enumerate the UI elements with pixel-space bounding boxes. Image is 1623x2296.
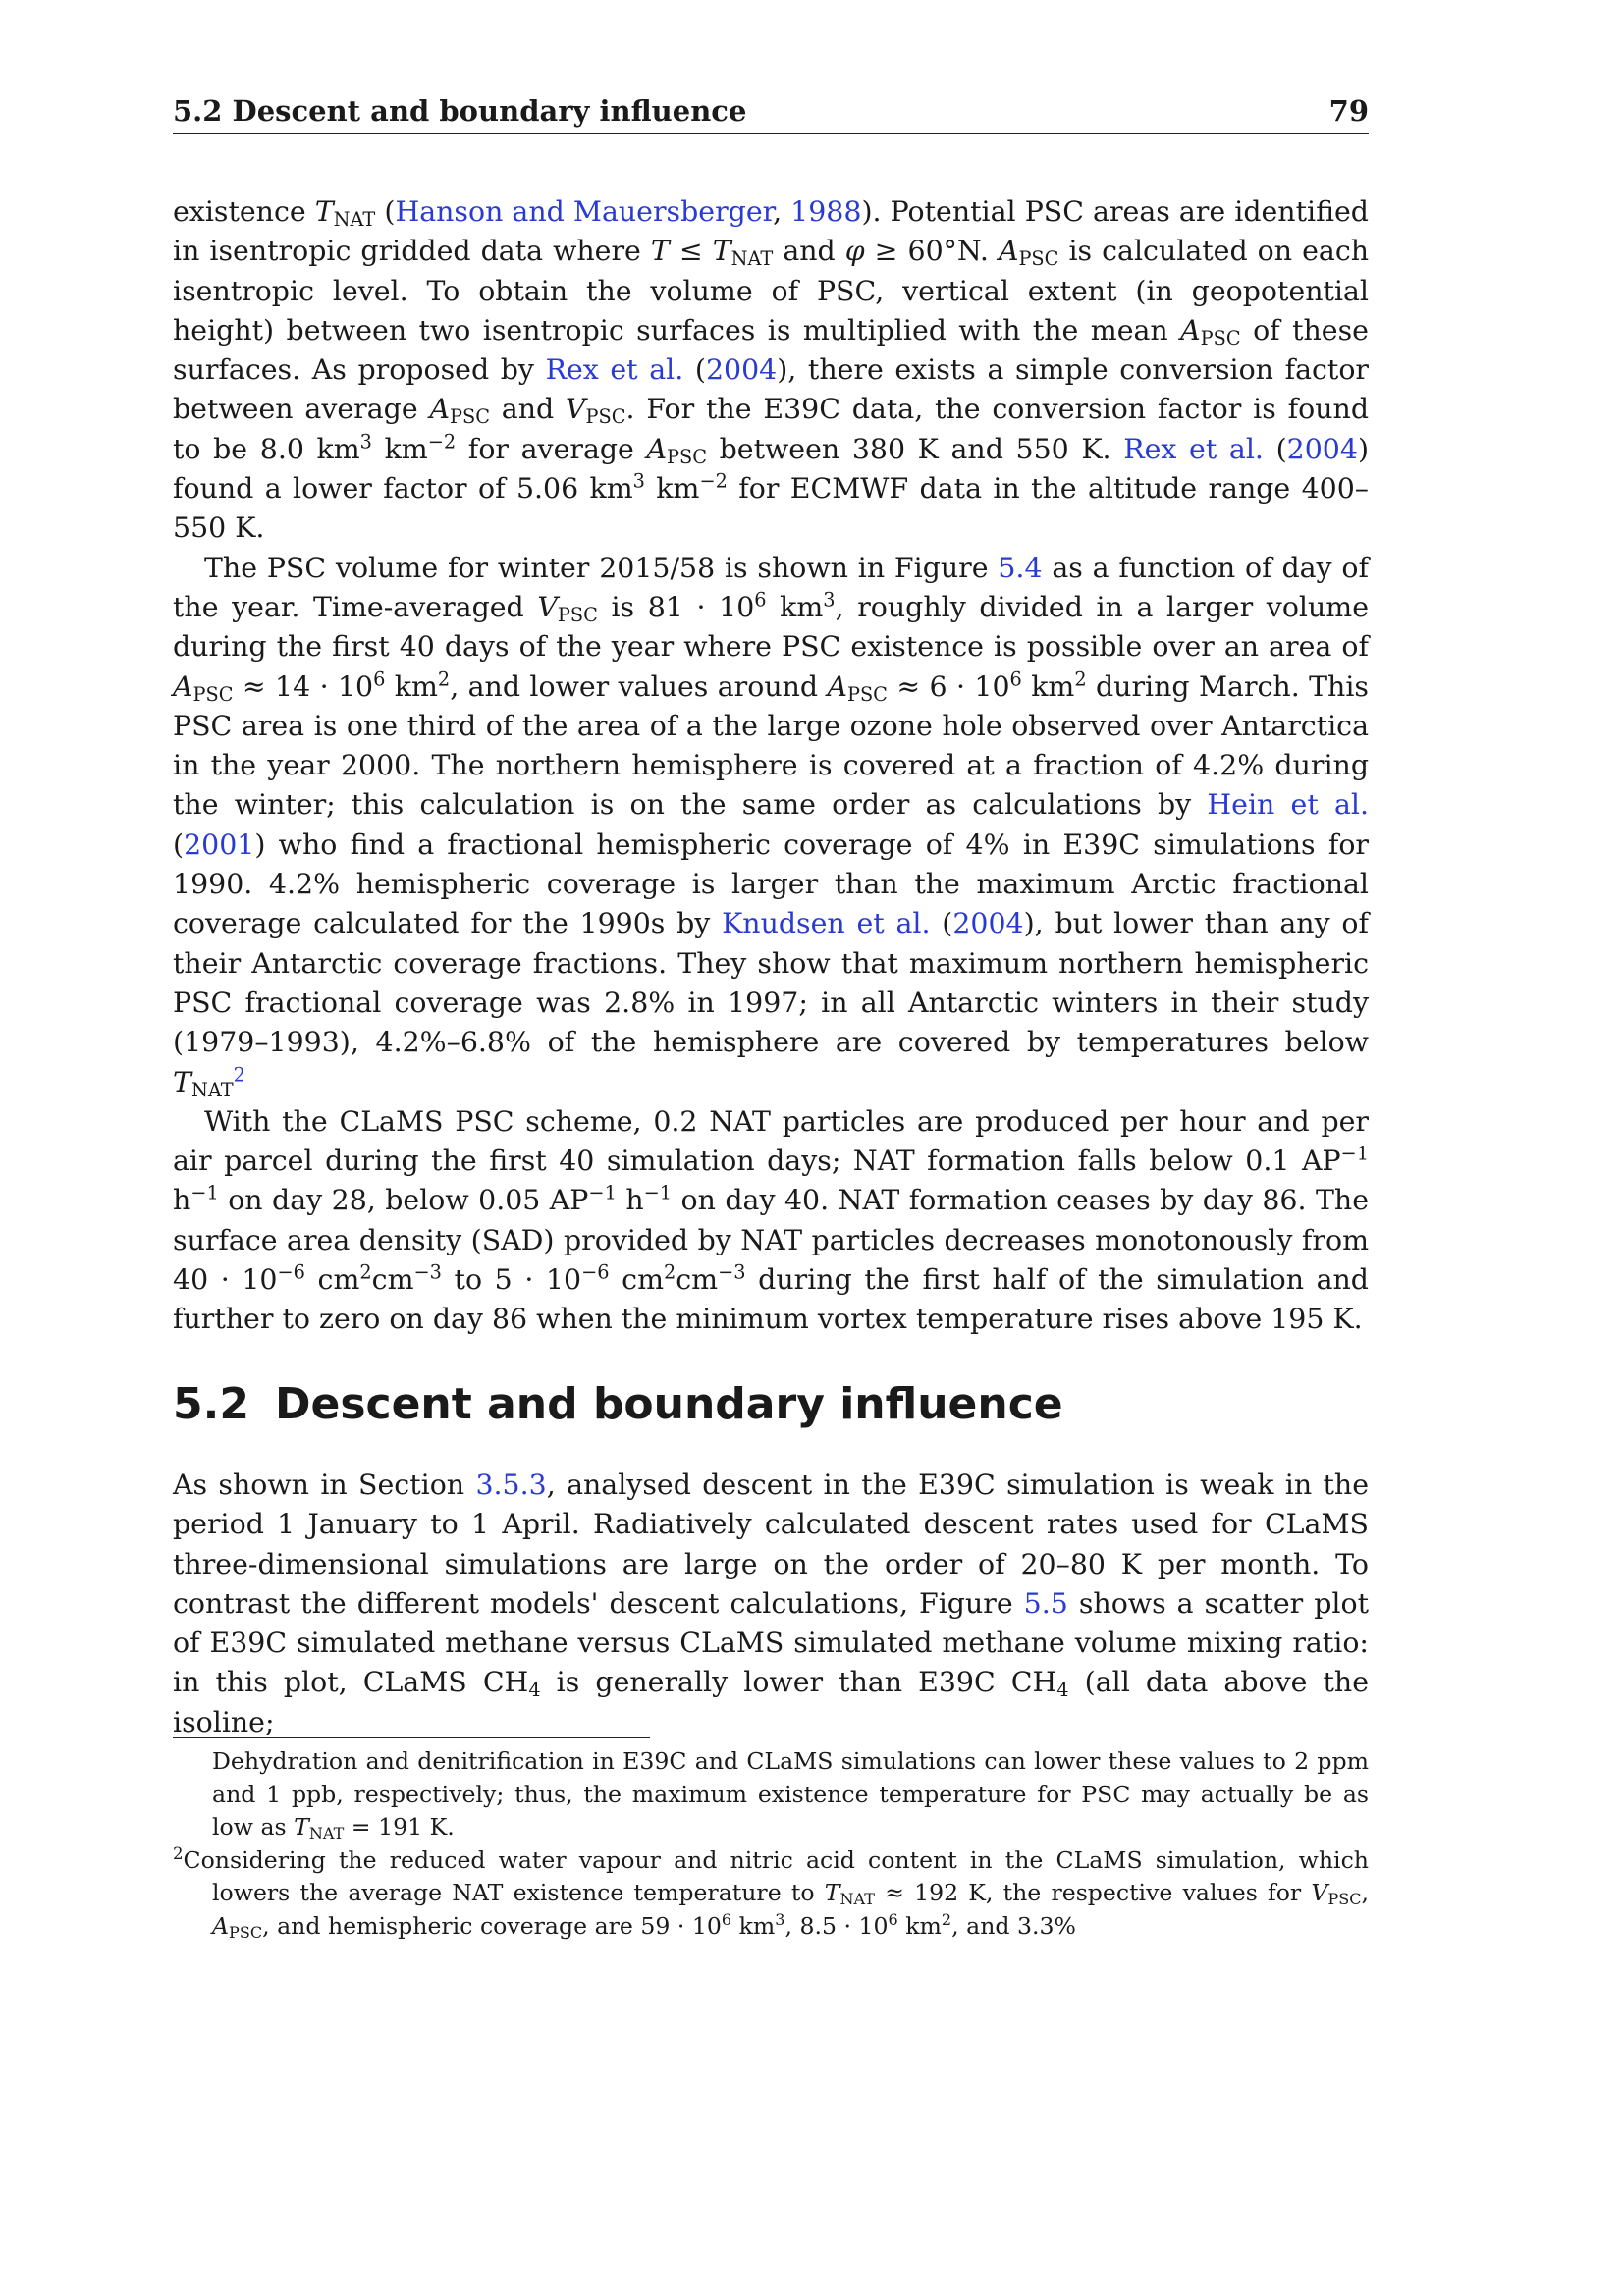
footnote-rule [173, 1737, 650, 1738]
math-sub: NAT [190, 1078, 234, 1101]
math-A: A [212, 1911, 230, 1940]
text: on day 28, below 0.05 AP [218, 1184, 589, 1217]
paragraph-2: The PSC volume for winter 2015/58 is shown in Figure 5.4 as a function of day of the year. Time-averaged $V_{PSC}$ is $81 \cdot 10^6$ $km^3$, roughly divided in a larger volume during the first 40 days of the year where PSC existence is possible over an area of $A_{PSC} \approx 14 \cdot 10^6$ $km^2$, and lower values around $A_{PSC} \approx 6 \cdot 10^6$ $km^2$ during March. This PSC area is one third of the area of a the large ozone hole observed over Antarctica in the year 2000. The northern hemisphere is covered at a fraction of 4.2% during the winter; this calculation is on the same order as calculations by Hein et al. (2001) who find a fractional hemispheric coverage of 4% in E39C simulations for 1990. 4.2% hemispheric coverage is larger than the maximum Arctic fractional coverage calculated for the 1990s by Knudsen et al. (2004), but lower than any of their Antarctic coverage fractions. They show that maximum northern hemispheric PSC fractional coverage was 2.8% in 1997; in all Antarctic winters in their study (1979–1993), 4.2%–6.8% of the hemisphere are covered by temperatures below $T_{NAT}^2$ [173, 551, 1370, 1101]
math-sup: −1 [190, 1181, 219, 1204]
math-sub: 4 [528, 1679, 541, 1702]
math-T: T [650, 235, 670, 268]
math-sup: −2 [699, 469, 728, 493]
math-T: T [824, 1879, 840, 1906]
text: km [766, 590, 824, 623]
text: , and lower values around [450, 669, 828, 703]
citation-hanson-1988[interactable]: Hanson and Mauersberger [395, 195, 774, 228]
text: as a function of day of the year. Time-averaged [173, 551, 1369, 623]
math-sub: PSC [229, 1922, 263, 1942]
figure-ref-5-4[interactable]: 5.4 [998, 551, 1043, 584]
text: on day 40. NAT formation ceases by day 86. The surface area density (SAD) provided by NAT particles decreases monotonously from 40 · 10 [173, 1184, 1370, 1297]
text: km [897, 1911, 942, 1940]
text: , roughly divided in a larger volume during the first 40 days of the year where PSC existence is possible over an area of [173, 590, 1370, 664]
text: ≥ 60°N. [864, 235, 999, 268]
math-sup: 2 [664, 1260, 676, 1284]
text: ≈ 6 · 10 [887, 669, 1010, 703]
math-sup: 3 [775, 1909, 785, 1929]
math-sub: NAT [308, 1824, 345, 1842]
math-sub: PSC [192, 682, 234, 706]
paragraph-3 [173, 1102, 1369, 1340]
math-A: A [827, 669, 847, 703]
section-title: Descent and boundary influence [274, 1379, 1063, 1429]
text: ). Potential PSC areas are identified in isentropic gridded data where [173, 195, 1369, 268]
text: h [173, 1184, 191, 1217]
body-text-bottom [173, 1466, 1369, 1742]
text: shows a scatter plot of E39C simulated methane versus CLaMS simulated methane volume mixing ratio: in this plot, CLaMS CH [173, 1586, 1369, 1699]
math-sub: 4 [1056, 1679, 1069, 1702]
math-sup: 2 [437, 667, 451, 690]
text: Dehydration and denitrification in E39C and CLaMS simulations can lower these values to 2 ppm and 1 ppb, respectively; thus, the maximum existence temperature for PSC may actually be as low as [212, 1747, 1369, 1841]
math-T: T [314, 195, 334, 228]
math-T: T [712, 235, 731, 268]
citation-knudsen-2004[interactable]: Knudsen et al. [722, 907, 931, 940]
running-header-title: 5.2 Descent and boundary influence [173, 94, 747, 128]
text: km [1021, 669, 1075, 703]
text: of these surfaces. As proposed by [173, 313, 1369, 387]
text: km [644, 472, 700, 506]
text: , [1361, 1879, 1369, 1906]
math-A: A [429, 393, 450, 426]
footnote-2-mark[interactable]: 2 [233, 1062, 245, 1086]
math-phi: φ [844, 235, 865, 268]
footnote-2 [173, 1843, 1369, 1944]
math-sup: 6 [373, 667, 386, 690]
math-V: V [1311, 1879, 1328, 1906]
text: ≈ 192 K, the respective values for [874, 1879, 1312, 1906]
math-sup: 3 [823, 588, 836, 612]
text: (all data above the isoline; [173, 1666, 1369, 1738]
math-sup: 6 [1009, 667, 1022, 690]
section-ref-3-5-3[interactable]: 3.5.3 [475, 1468, 547, 1501]
section-number: 5.2 [173, 1379, 249, 1429]
math-sup: 2 [359, 1260, 372, 1284]
text: and [773, 235, 845, 268]
math-op: ≤ [669, 235, 713, 268]
math-T: T [294, 1813, 309, 1841]
footnote-1 [212, 1745, 1369, 1844]
text: during March. This PSC area is one third of the area of a the large ozone hole observed over Antarctica in the year 2000. The northern hemisphere is covered at a fraction of 4.2% during the winter; this calculation is on the same order as calculations by [173, 669, 1369, 822]
text: km [385, 669, 438, 703]
math-sup: −3 [413, 1260, 442, 1284]
math-sup: 2 [1074, 667, 1087, 690]
citation-hein-2001[interactable]: Hein et al. [1207, 788, 1369, 822]
paragraph-4 [173, 1466, 1369, 1742]
math-T: T [173, 1065, 191, 1098]
text: ), there exists a simple conversion factor between average [173, 353, 1369, 426]
math-sub: PSC [1018, 247, 1059, 271]
footnote-2-number: 2 [173, 1843, 184, 1863]
figure-ref-5-5[interactable]: 5.5 [1023, 1586, 1068, 1620]
text: cm [304, 1263, 360, 1297]
math-sub: PSC [1327, 1890, 1362, 1908]
text: . For the E39C data, the conversion factor is found to be 8.0 km [173, 393, 1369, 465]
math-sub: NAT [839, 1890, 875, 1908]
text: cm [371, 1263, 414, 1297]
math-sub: NAT [730, 247, 774, 271]
math-sub: PSC [450, 405, 490, 429]
math-sup: −6 [581, 1260, 610, 1284]
math-sub: PSC [557, 603, 598, 626]
text: ) who find a fractional hemispheric coverage of 4% in E39C simulations for 1990. 4.2% hemispheric coverage is larger than the maximum Arctic fractional coverage calculated for the 1990s by [173, 828, 1369, 940]
footnotes [173, 1745, 1369, 1943]
math-sup: 2 [941, 1909, 952, 1929]
section-heading [173, 1379, 1369, 1429]
math-sup: 6 [888, 1909, 898, 1929]
page-number: 79 [1328, 94, 1369, 128]
math-A: A [1180, 313, 1201, 347]
text: between 380 K and 550 K. [706, 432, 1124, 465]
math-V: V [566, 393, 586, 426]
math-sub: NAT [333, 207, 376, 231]
citation-rex-2004[interactable]: Rex et al. [545, 353, 684, 387]
text: cm [676, 1263, 719, 1297]
running-header [173, 94, 1369, 134]
math-sub: PSC [585, 405, 626, 429]
math-sup: 3 [359, 430, 372, 454]
text: , analysed descent in the E39C simulation is weak in the period 1 January to 1 April. Radiatively calculated descent rates used for CLaMS three-dimensional simulations are large on the order of 20–80 K per month. To contrast the different models' descent calculations, Figure [173, 1468, 1370, 1620]
citation-hanson-1988-year[interactable]: 1988 [790, 195, 862, 228]
math-sub: PSC [1200, 326, 1241, 349]
math-sub: PSC [846, 682, 888, 706]
text: ≈ 14 · 10 [233, 669, 374, 703]
text: ) found a lower factor of 5.06 km [173, 432, 1370, 506]
math-sup: −3 [718, 1260, 746, 1284]
math-sup: −1 [643, 1181, 673, 1204]
body-text-top [173, 192, 1369, 1340]
math-A: A [173, 669, 193, 703]
citation-rex-2004-b-year[interactable]: 2004 [1286, 432, 1358, 465]
math-sup: −1 [588, 1181, 617, 1204]
text: , 8.5 · 10 [784, 1911, 889, 1940]
text: and [489, 393, 567, 426]
text: With the CLaMS PSC scheme, 0.2 NAT particles are produced per hour and per air parcel during the first 40 simulation days; NAT formation falls below 0.1 AP [173, 1104, 1369, 1178]
citation-rex-2004-b[interactable]: Rex et al. [1123, 432, 1264, 465]
math-sup: 6 [754, 588, 767, 612]
text: = 191 K. [344, 1813, 455, 1841]
text: km [731, 1911, 776, 1940]
citation-knudsen-2004-year[interactable]: 2004 [952, 907, 1024, 940]
paragraph-1: existence $T_{NAT}$ (Hanson and Mauersberger, 1988). Potential PSC areas are identified in isentropic gridded data where $T \le T_{NAT}$ and φ ≥ 60°N. $A_{PSC}$ is calculated on each isentropic level. To obtain the volume of PSC, vertical extent (in geopotential height) between two isentropic surfaces is multiplied with the mean $A_{PSC}$ of these surfaces. As proposed by Rex et al. (2004), there exists a simple conversion factor between average $A_{PSC}$ and $V_{PSC}$. For the E39C data, the conversion factor is found to be 8.0 $km^3$ $km^{-2}$ for average $A_{PSC}$ between 380 K and 550 K. Rex et al. (2004) found a lower factor of 5.06 $km^3$ $km^{-2}$ for ECMWF data in the altitude range 400–550 K. [173, 195, 1370, 545]
math-sup: −6 [277, 1260, 305, 1284]
math-A: A [646, 432, 668, 465]
text: cm [609, 1263, 664, 1297]
text: , and hemispheric coverage are 59 · 10 [262, 1911, 722, 1940]
text: , and 3.3% [951, 1911, 1076, 1940]
math-sup: −2 [427, 430, 457, 454]
math-sup: 3 [632, 469, 645, 493]
text: h [616, 1184, 644, 1217]
text: is generally lower than E39C CH [540, 1666, 1057, 1699]
text: is calculated on each isentropic level. To obtain the volume of PSC, vertical extent (in geopotential height) between two isentropic surfaces is multiplied with the mean [173, 235, 1370, 347]
citation-rex-2004-year[interactable]: 2004 [705, 353, 778, 387]
text: for average [456, 432, 647, 465]
text: existence [173, 195, 315, 228]
citation-hein-2001-year[interactable]: 2001 [184, 828, 255, 861]
math-V: V [537, 590, 558, 623]
math-sub: PSC [667, 445, 707, 468]
text: ), but lower than any of their Antarctic coverage fractions. They show that maximum northern hemispheric PSC fractional coverage was 2.8% in 1997; in all Antarctic winters in their study (1979–1993), 4.2%–6.8% of the hemisphere are covered by temperatures below [173, 907, 1369, 1059]
text: km [371, 432, 428, 465]
text: The PSC volume for winter 2015/58 is shown in Figure [204, 551, 999, 584]
text: is 81 · 10 [597, 590, 755, 623]
math-sup: 6 [721, 1909, 732, 1929]
text: Considering the reduced water vapour and nitric acid content in the CLaMS simulation, which lowers the average NAT existence temperature to [183, 1845, 1369, 1906]
text: for ECMWF data in the altitude range 400–550 K. [173, 472, 1369, 545]
math-sup: −1 [1340, 1142, 1369, 1165]
math-A: A [998, 235, 1019, 268]
text: during the first half of the simulation and further to zero on day 86 when the minimum vortex temperature rises above 195 K. [173, 1263, 1369, 1336]
text: to 5 · 10 [441, 1263, 582, 1297]
text: As shown in Section [173, 1468, 476, 1501]
